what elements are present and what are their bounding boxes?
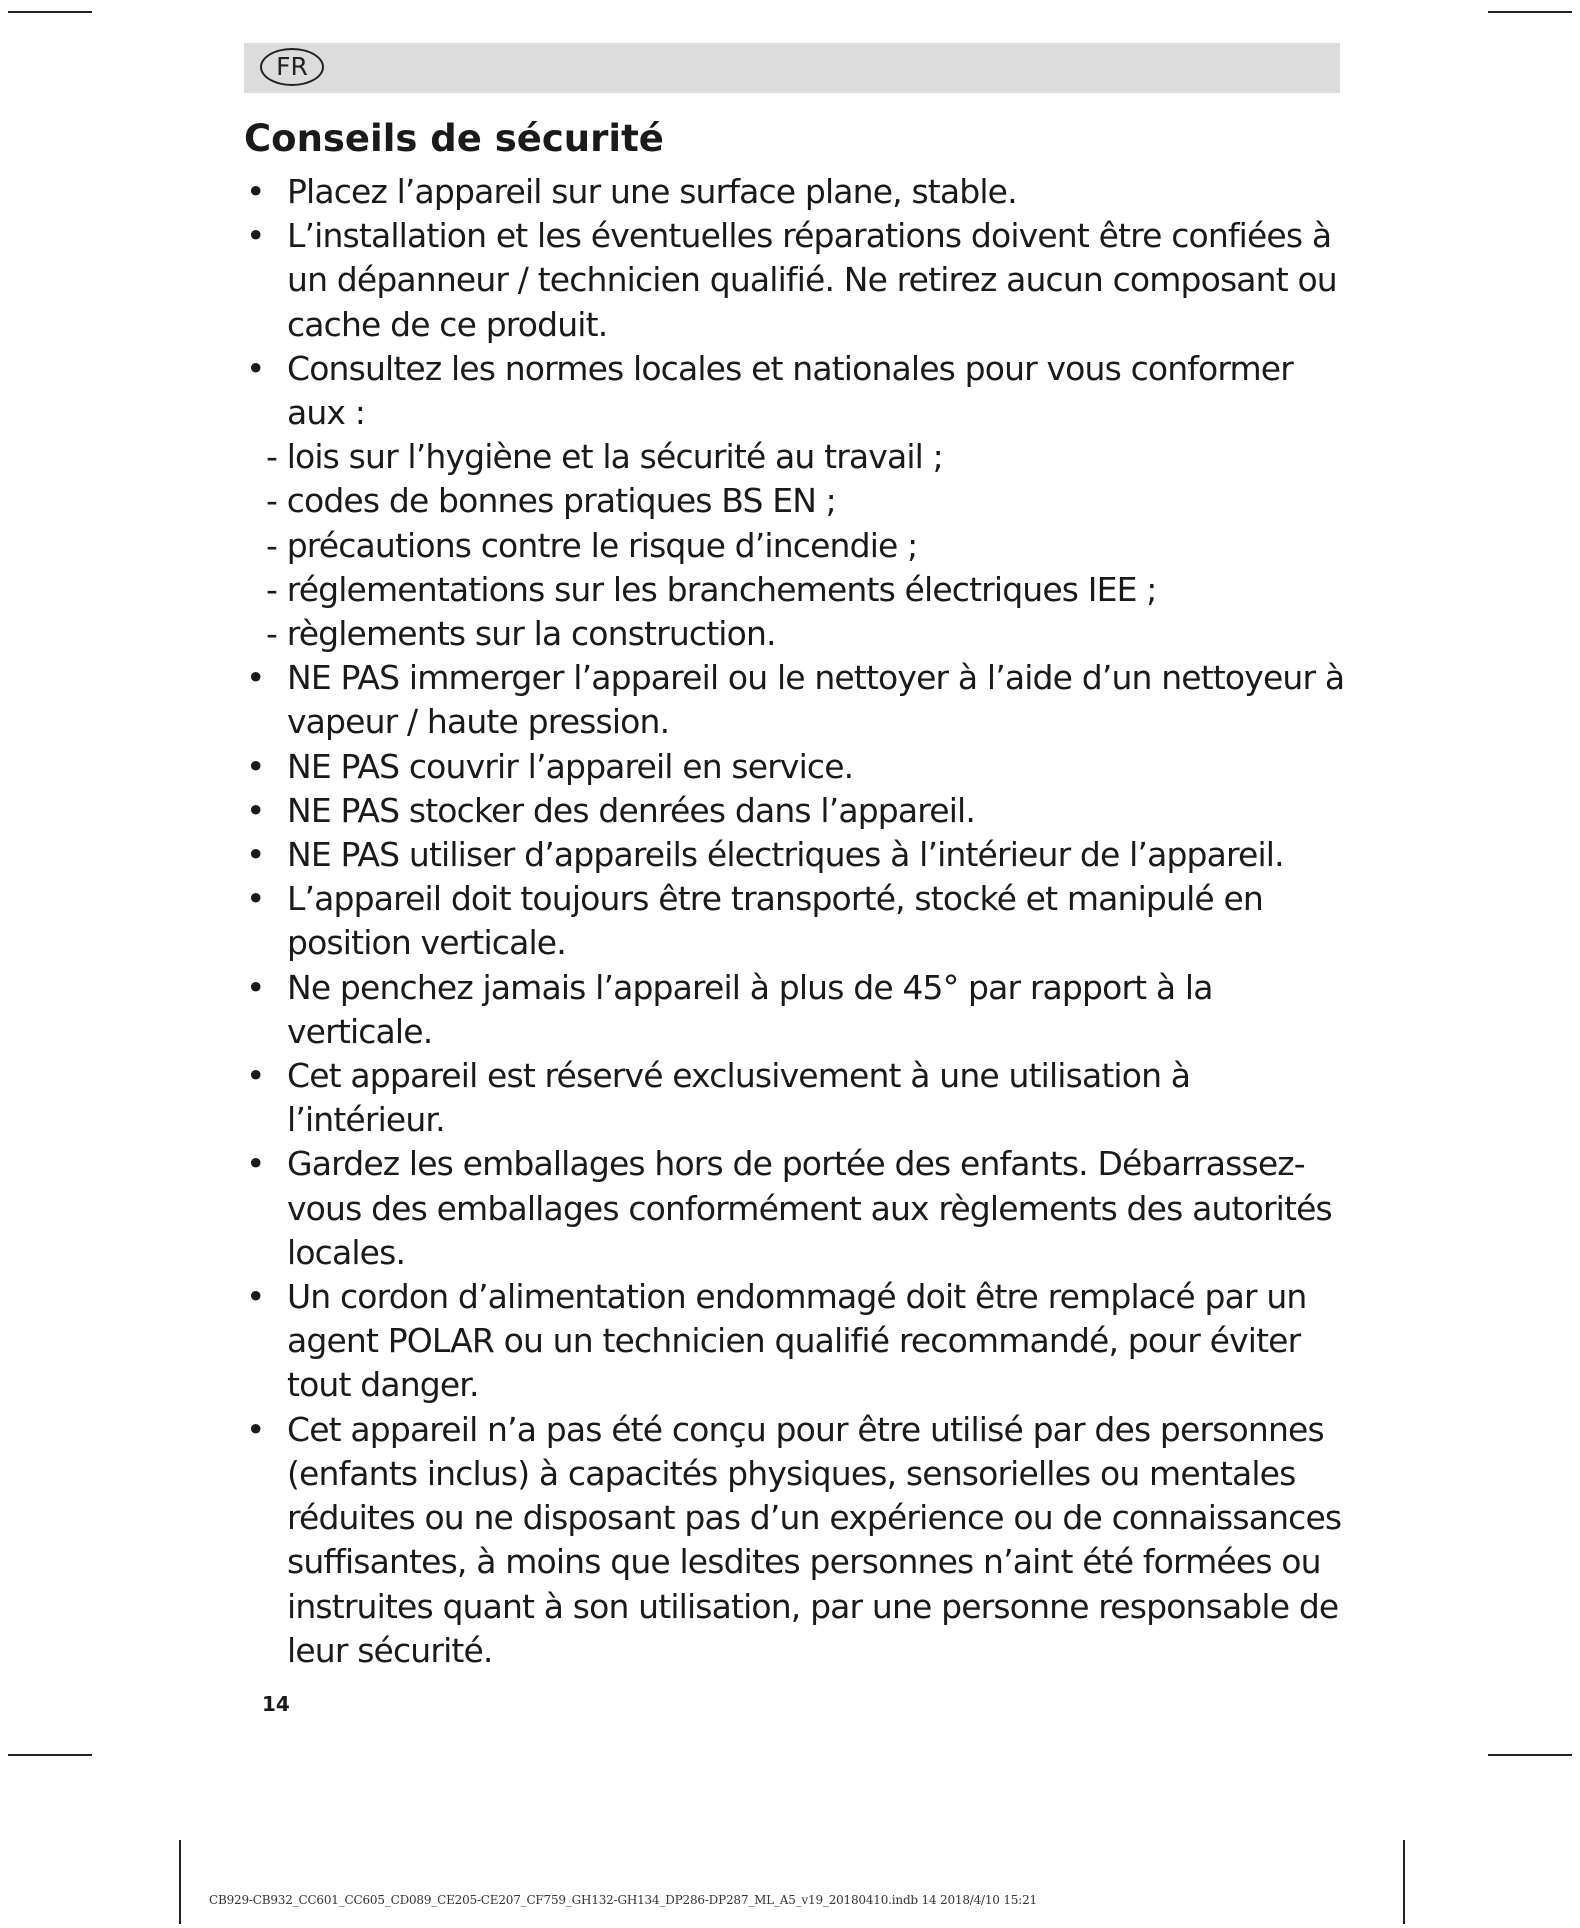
list-item [244,656,1354,744]
sub-list-item: - précautions contre le risque d’incendie ; [266,525,918,565]
crop-mark-bottom-left [8,1754,92,1756]
bullet-icon: • [246,967,265,1007]
list-item-text: Gardez les emballages hors de portée des enfants. Débarrassez-vous des emballages conformément aux règlements des autorités locales. [287,1144,1332,1272]
sub-list [266,435,1354,656]
bullet-icon: • [246,216,265,256]
file-info: CB929-CB932_CC601_CC605_CD089_CE205-CE207_CF759_GH132-GH134_DP286-DP287_ML_A5_v19_20180410.indb 14 2018/4/10 15:21 [209,1893,1037,1907]
bullet-icon: • [246,348,265,388]
page-number: 14 [262,1692,290,1716]
list-item-text: Cet appareil est réservé exclusivement à une utilisation à l’intérieur. [287,1056,1191,1140]
list-item-text: NE PAS stocker des denrées dans l’appareil. [287,790,976,830]
language-badge: FR [260,48,324,86]
sub-list-item: - réglementations sur les branchements électriques IEE ; [266,569,1157,609]
list-item [244,347,1354,656]
list-item [244,1142,1354,1275]
safety-list [244,170,1354,1673]
list-item-text: Un cordon d’alimentation endommagé doit être remplacé par un agent POLAR ou un technicien qualifié recommandé, pour éviter tout danger. [287,1277,1307,1405]
list-item [244,745,1354,789]
crop-mark-bottom-right-vertical [1403,1840,1405,1924]
list-item-text: Cet appareil n’a pas été conçu pour être utilisé par des personnes (enfants inclus) à capacités physiques, sensorielles ou mentales réduites ou ne disposant pas d’un expérience ou de connaissances suffisantes, à moins que lesdites personnes n’aint été formées ou instruites quant à son utilisation, par une personne responsable de leur sécurité. [287,1409,1342,1670]
list-item-text: Placez l’appareil sur une surface plane, stable. [287,172,1017,211]
list-item-text: NE PAS utiliser d’appareils électriques à l’intérieur de l’appareil. [287,835,1284,875]
list-item [244,1054,1354,1142]
list-item-text: L’appareil doit toujours être transporté, stocké et manipulé en position verticale. [287,879,1263,963]
bullet-icon: • [246,790,265,830]
list-item-text: NE PAS immerger l’appareil ou le nettoyer à l’aide d’un nettoyeur à vapeur / haute pression. [287,658,1345,742]
list-item [244,877,1354,965]
bullet-icon: • [246,1144,265,1184]
crop-mark-bottom-right [1488,1754,1572,1756]
list-item [244,1275,1354,1408]
crop-mark-bottom-left-vertical [179,1840,181,1924]
crop-mark-top-right [1488,11,1572,13]
list-item [244,789,1354,833]
list-item [244,833,1354,877]
crop-mark-top-left [8,11,92,13]
list-item [244,214,1354,347]
bullet-icon: • [246,879,265,919]
sub-list-item: - lois sur l’hygiène et la sécurité au travail ; [266,437,943,477]
bullet-icon: • [246,835,265,875]
sub-list-item: - codes de bonnes pratiques BS EN ; [266,481,836,521]
sub-list-item: - règlements sur la construction. [266,614,776,654]
list-item [244,1408,1354,1673]
list-item-text: NE PAS couvrir l’appareil en service. [287,746,854,786]
list-item [244,966,1354,1054]
page-title: Conseils de sécurité [244,117,664,160]
list-item-text: Ne penchez jamais l’appareil à plus de 45° par rapport à la verticale. [287,967,1213,1051]
bullet-icon: • [246,658,265,698]
bullet-icon: • [246,172,265,211]
language-header-bar [244,43,1340,93]
bullet-icon: • [246,1277,265,1317]
bullet-icon: • [246,746,265,786]
safety-section [244,113,1354,1673]
list-item [244,170,1354,214]
list-item-text: L’installation et les éventuelles réparations doivent être confiées à un dépanneur / technicien qualifié. Ne retirez aucun composant ou cache de ce produit. [287,216,1337,344]
bullet-icon: • [246,1409,265,1449]
bullet-icon: • [246,1056,265,1096]
list-item-text: Consultez les normes locales et nationales pour vous conformer aux : [287,348,1293,433]
